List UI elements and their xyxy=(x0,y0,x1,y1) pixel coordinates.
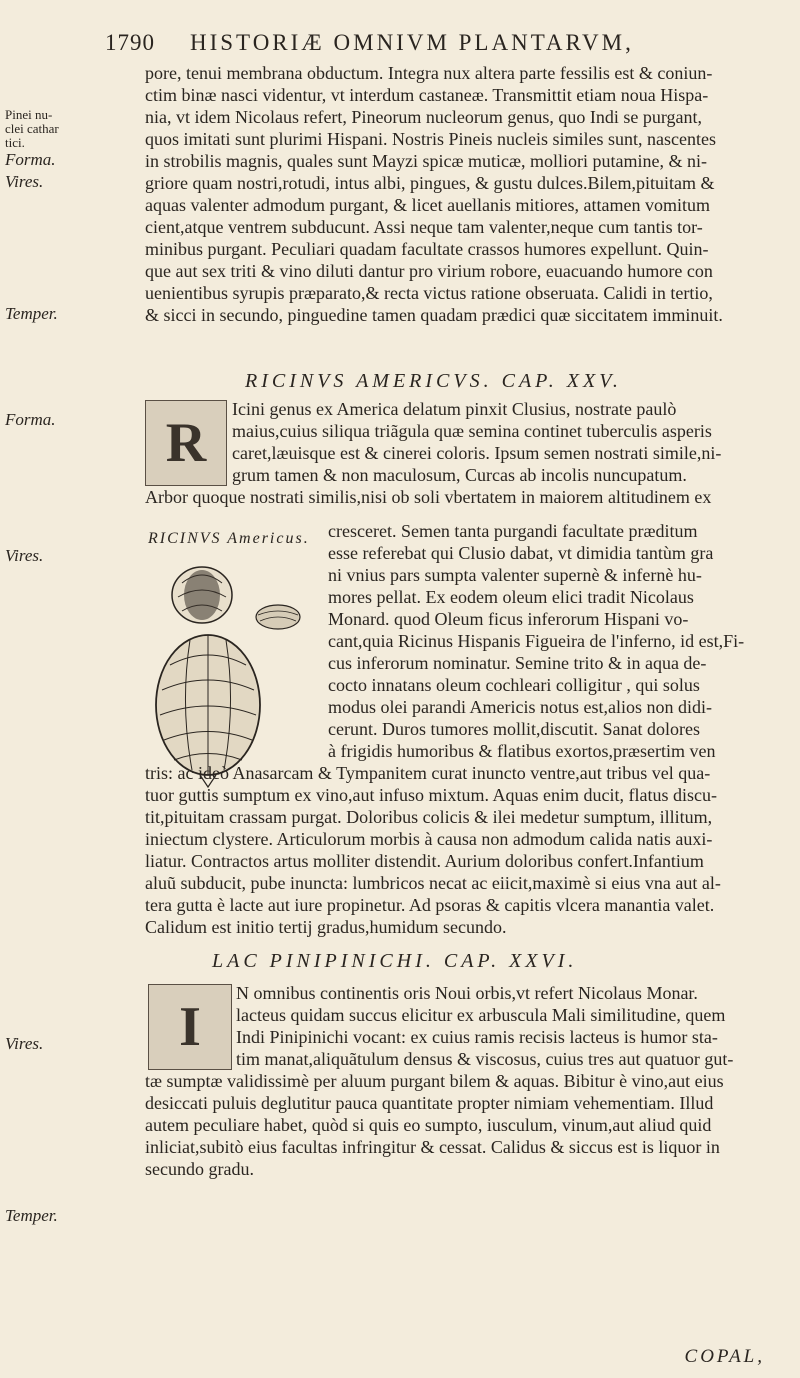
drop-cap-r: R xyxy=(145,400,227,486)
text-line: Monard. quod Oleum ficus inferorum Hispani vo- xyxy=(328,609,689,629)
text-line: aluũ subducit, pube inuncta: lumbricos necat ac eiicit,maximè si eius vna aut al- xyxy=(145,873,721,893)
text-line: modus olei parandi Americis notus est,alios non didi- xyxy=(328,697,712,717)
text-line: esse referebat qui Clusio dabat, vt dimidia tantùm gra xyxy=(328,543,714,563)
text-line: minibus purgant. Peculiari quadam facultate crassos humores expellunt. Quin- xyxy=(145,239,709,259)
ricinus-intro-text xyxy=(232,398,721,486)
margin-note-forma-2: Forma. xyxy=(5,410,56,429)
text-line: griore quam nostri,rotudi, intus albi, pingues, & gustu dulces.Bilem,pituitam & xyxy=(145,173,715,193)
text-line: desiccati puluis deglutitur pauca quantitate propter nimiam vehementiam. Illud xyxy=(145,1093,714,1113)
pinipinichi-intro-text xyxy=(236,982,733,1070)
ricinus-full-line: Arbor quoque nostrati similis,nisi ob soli vbertatem in maiorem altitudinem ex xyxy=(145,487,712,507)
text-line: maius,cuius siliqua triãgula quæ semina continet tuberculis asperis xyxy=(232,421,712,441)
text-line: uenientibus syrupis præparato,& recta victus ratione obseruata. Calidi in tertio, xyxy=(145,283,713,303)
margin-note-temper: Temper. xyxy=(5,304,58,323)
text-line: caret,læuisque est & cinerei coloris. Ipsum semen nostrati simile,ni- xyxy=(232,443,722,463)
text-line: que aut sex triti & vino diluti dantur pro virium robore, euacuando humore con xyxy=(145,261,713,281)
ricinus-side-text xyxy=(328,520,744,762)
intro-paragraph xyxy=(145,62,770,326)
text-line: tris: ac ideò Anasarcam & Tympanitem curat inuncto ventre,aut tribus vel qua- xyxy=(145,763,711,783)
text-line: lacteus quidam succus elicitur ex arbuscula Mali similitudine, quem xyxy=(236,1005,726,1025)
text-line: cresceret. Semen tanta purgandi facultate præditum xyxy=(328,521,698,541)
text-line: ni vnius pars sumpta valenter supernè & infernè hu- xyxy=(328,565,702,585)
drop-cap-i: I xyxy=(148,984,232,1070)
text-line: mores pellat. Ex eodem oleum elici tradit Nicolaus xyxy=(328,587,694,607)
text-line: N omnibus continentis oris Noui orbis,vt refert Nicolaus Monar. xyxy=(236,983,698,1003)
small-seed-icon xyxy=(256,605,300,629)
text-line: nia, vt idem Nicolaus refert, Pineorum nucleorum genus, quo Indi se purgant, xyxy=(145,107,703,127)
text-line: tit,pituitam crassam purgat. Doloribus colicis & ilei medetur sumptum, illitum, xyxy=(145,807,713,827)
text-line: tæ sumptæ validissimè per aluum purgant bilem & aquas. Bibitur è vino,aut eius xyxy=(145,1071,724,1091)
text-line: autem peculiare habet, quòd si quis eo sumpto, iusculum, vinum,aut aliud quid xyxy=(145,1115,712,1135)
text-line: Calidum est initio tertij gradus,humidum secundo. xyxy=(145,917,507,937)
text-line: & sicci in secundo, pinguedine tamen quadam prædici quæ siccitatem imminuit. xyxy=(145,305,723,325)
running-head: HISTORIÆ OMNIVM PLANTARVM, xyxy=(190,30,634,55)
text-line: cant,quia Ricinus Hispanis Figueira de l'inferno, id est,Fi- xyxy=(328,631,745,651)
figure-label-ricinus: RICINVS Americus. xyxy=(148,530,310,547)
text-line: inliciat,subitò eius facultas infringitur & cessat. Calidus & siccus est is liquor in xyxy=(145,1137,720,1157)
text-line: cocto innatans oleum cochleari colligitur , qui solus xyxy=(328,675,700,695)
catch-word: COPAL, xyxy=(684,1346,765,1367)
page-number: 1790 xyxy=(105,30,155,55)
chapter-heading-pinipinichi: LAC PINIPINICHI. CAP. XXVI. xyxy=(212,950,578,972)
upper-seed-icon xyxy=(172,567,232,623)
text-line: pore, tenui membrana obductum. Integra nux altera parte fessilis est & coniun- xyxy=(145,63,713,83)
text-line: tim manat,aliquãtulum densus & viscosus, cuius tres aut quatuor gut- xyxy=(236,1049,734,1069)
pinipinichi-rest-text xyxy=(145,1070,770,1180)
margin-note-vires-2: Vires. xyxy=(5,546,44,565)
text-line: liatur. Contractos artus molliter distendit. Aurium doloribus confert.Infantium xyxy=(145,851,704,871)
text-line: ctim binæ nasci videntur, vt interdum castaneæ. Transmittit etiam noua Hispa- xyxy=(145,85,709,105)
ricinus-rest-text xyxy=(145,762,770,938)
text-line: secundo gradu. xyxy=(145,1159,254,1179)
margin-note-forma: Forma. xyxy=(5,150,56,169)
chapter-heading-ricinus: RICINVS AMERICVS. CAP. XXV. xyxy=(245,370,622,392)
text-line: grum tamen & non maculosum, Curcas ab incolis nuncupatum. xyxy=(232,465,687,485)
text-line: quos imitati sunt plurimi Hispani. Nostris Pineis nucleis similes sunt, nascentes xyxy=(145,129,716,149)
text-line: à frigidis humoribus & flatibus exortos,præsertim ven xyxy=(328,741,716,761)
margin-note-vires: Vires. xyxy=(5,172,44,191)
text-line: tuor guttis sumptum ex vino,aut infuso mixtum. Aquas enim ducit, flatus discu- xyxy=(145,785,717,805)
text-line: Icini genus ex America delatum pinxit Clusius, nostrate paulò xyxy=(232,399,677,419)
text-line: in strobilis magnis, quales sunt Mayzi spicæ muticæ, molliori putamine, & ni- xyxy=(145,151,707,171)
text-line: tera gutta è lacte aut iure propinetur. Ad psoras & capitis vlcera manantia valet. xyxy=(145,895,715,915)
text-line: iniectum clystere. Articulorum morbis à causa non admodum calida natis auxi- xyxy=(145,829,713,849)
text-line: Indi Pinipinichi vocant: ex cuius ramis recisis lacteus is humor sta- xyxy=(236,1027,718,1047)
text-line: cerunt. Duros tumores mollit,discutit. Sanat dolores xyxy=(328,719,700,739)
text-line: aquas valenter admodum purgant, & licet auellanis mitiores, attamen vomitum xyxy=(145,195,711,215)
page-header xyxy=(105,30,755,60)
text-line: cus inferorum nominatur. Semine trito & in aqua de- xyxy=(328,653,707,673)
margin-note-pinei: Pinei nu- clei cathar tici. xyxy=(5,107,59,150)
margin-note-temper-2: Temper. xyxy=(5,1206,58,1225)
ricinus-seed-illustration xyxy=(130,555,315,790)
margin-note-vires-3: Vires. xyxy=(5,1034,44,1053)
text-line: cient,atque ventrem subducunt. Assi neque tam valenter,neque cum tantis tor- xyxy=(145,217,703,237)
